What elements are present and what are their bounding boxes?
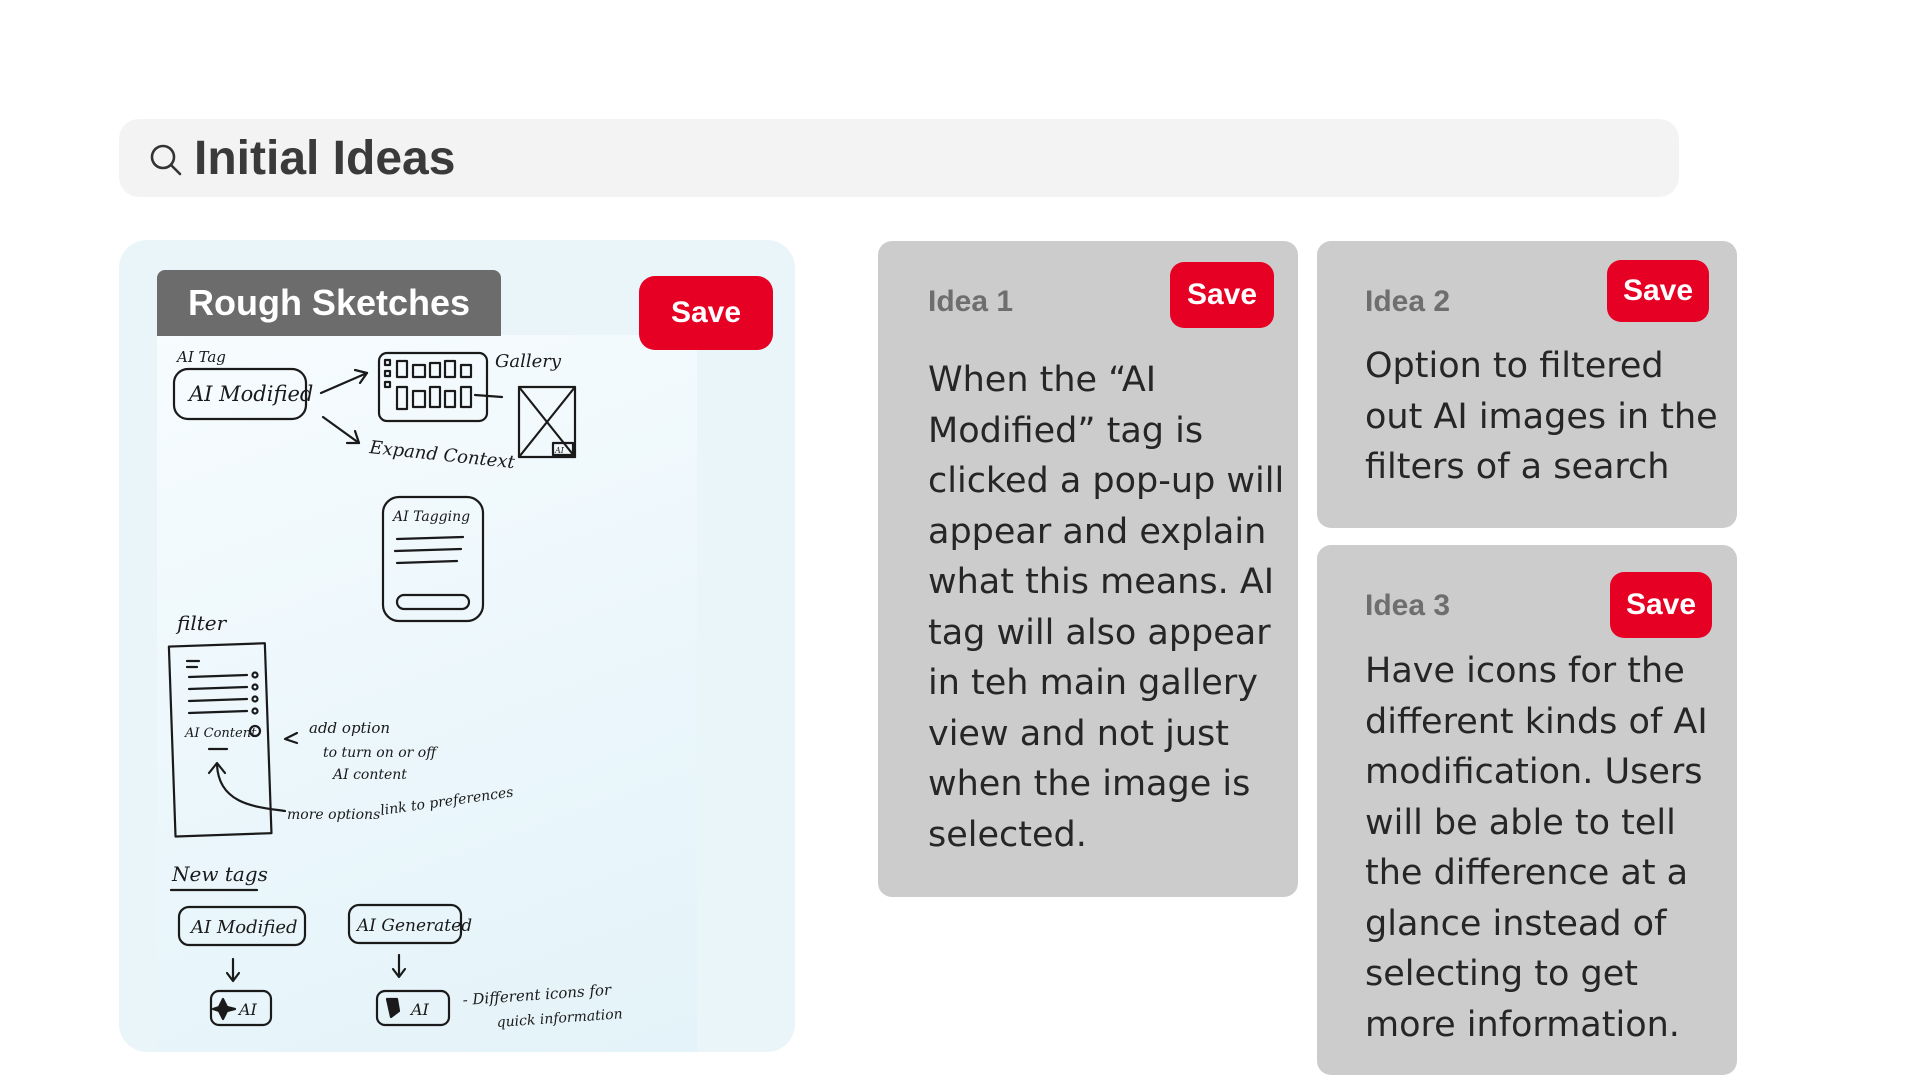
sketch-text-filter: filter	[177, 611, 227, 635]
idea-card-1[interactable]	[878, 241, 1298, 897]
search-bar[interactable]	[119, 119, 1679, 197]
sketch-text-ai-modified-2: AI Modified	[191, 917, 298, 938]
sketch-text-new-tags: New tags	[172, 862, 268, 886]
idea-text-3: Have icons for the different kinds of AI modification. Users will be able to tell the difference at a glance instead of selecting to get more information.	[1365, 651, 1708, 1045]
sketch-text-expand-context: Expand Context	[368, 437, 516, 474]
sketch-text-thumb-ai: AI	[555, 446, 564, 455]
sketch-text-ai-content: AI Content	[185, 726, 257, 741]
sketch-text-ai-generated: AI Generated	[357, 916, 473, 936]
sketch-text-add-option-2: to turn on or off	[323, 745, 437, 761]
sketch-text-add-option-3: AI content	[333, 767, 407, 783]
idea-title-2: Idea 2	[1365, 285, 1451, 318]
sketch-text-ai-tagging: AI Tagging	[393, 509, 471, 525]
idea-text-1: When the “AI Modified” tag is clicked a pop-up will appear and explain what this means. AI tag will also appear in teh main gallery view and not just when the image is selected.	[928, 360, 1285, 855]
idea-title-3: Idea 3	[1365, 589, 1451, 622]
sketch-text-icon-ai-2: AI	[411, 1000, 429, 1019]
idea-card-3[interactable]	[1317, 545, 1737, 1075]
sketch-text-ai-tag: AI Tag	[177, 348, 226, 366]
rough-sketches-label: Rough Sketches	[157, 270, 501, 336]
idea-text-2: Option to filtered out AI images in the filters of a search	[1365, 346, 1718, 487]
sketch-text-different-icons-2: quick information	[496, 1006, 624, 1031]
save-button-idea-2[interactable]: Save	[1607, 260, 1709, 322]
sketch-text-icon-ai-1: AI	[239, 1000, 257, 1019]
save-button-sketches[interactable]: Save	[639, 276, 773, 350]
idea-title-1: Idea 1	[928, 285, 1014, 318]
sketch-text-gallery: Gallery	[495, 351, 562, 372]
sketch-text-add-option-1: add option	[309, 719, 391, 737]
sketch-text-ai-modified: AI Modified	[189, 382, 314, 406]
save-button-idea-3[interactable]: Save	[1610, 572, 1712, 638]
hand-drawn-sketch	[157, 335, 697, 1052]
sketch-text-more-options-1: more options	[287, 807, 381, 823]
page-title: Initial Ideas	[194, 132, 456, 185]
sketch-image	[157, 335, 697, 1052]
search-icon	[149, 143, 183, 177]
sketch-text-more-options-2: link to preferences	[379, 784, 515, 819]
sketch-card[interactable]	[119, 240, 795, 1052]
idea-card-2[interactable]	[1317, 241, 1737, 528]
sketch-text-different-icons-1: - Different icons for	[462, 980, 612, 1009]
save-button-idea-1[interactable]: Save	[1170, 262, 1274, 328]
